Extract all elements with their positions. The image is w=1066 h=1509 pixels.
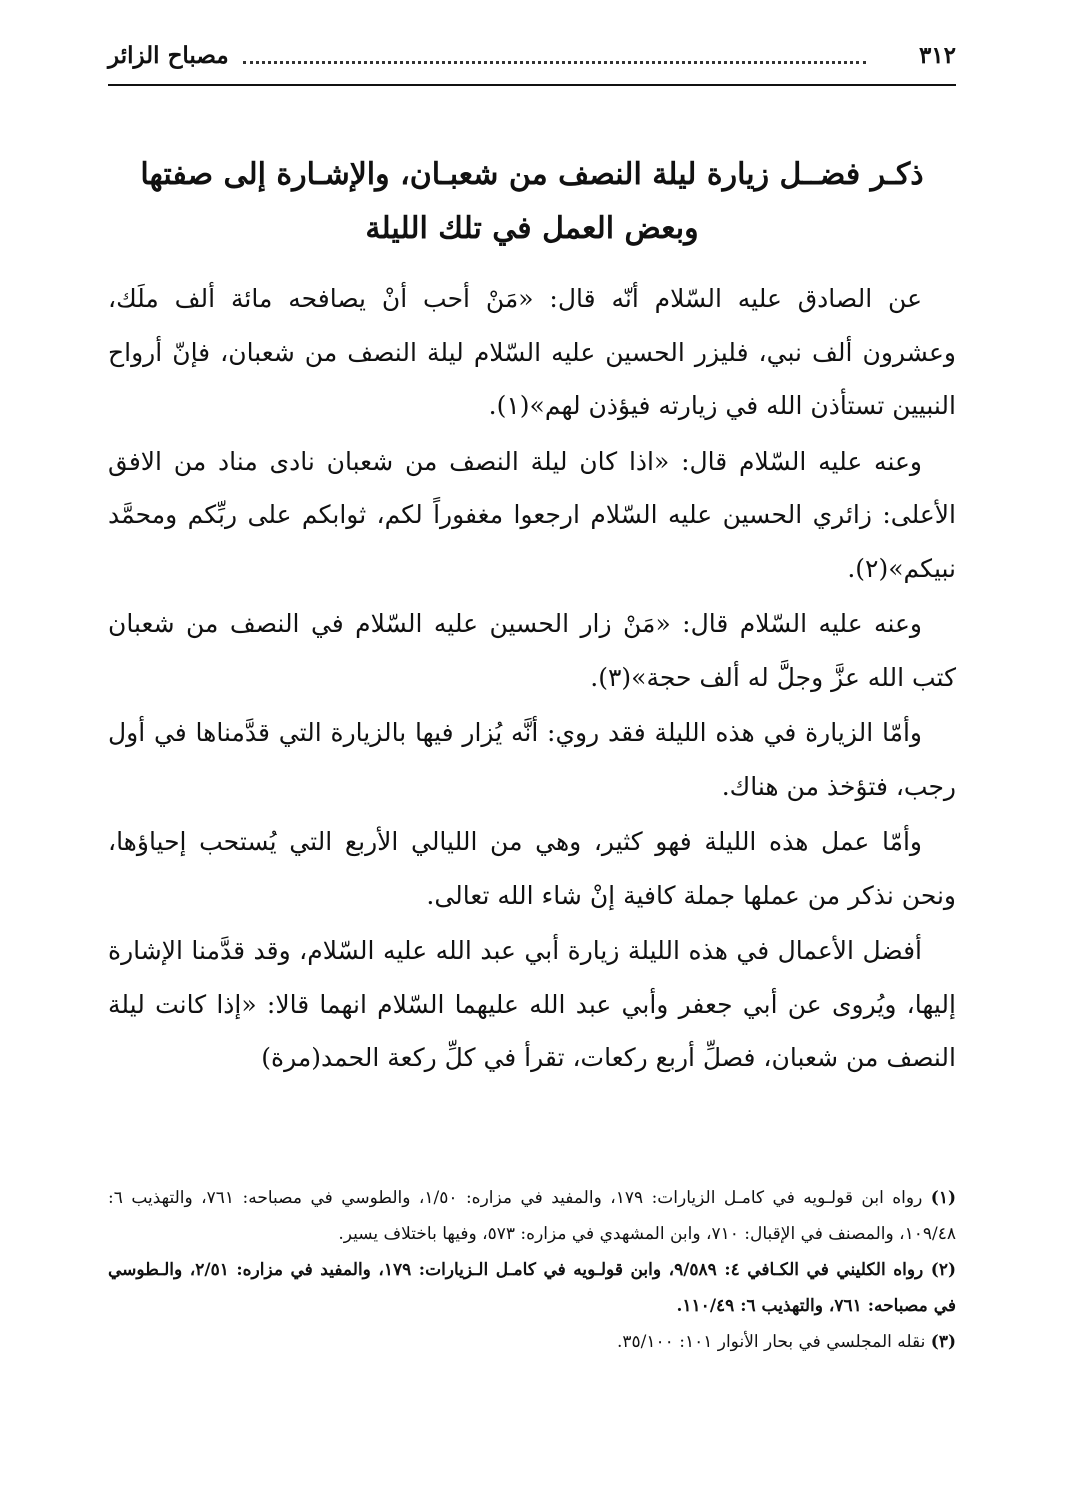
section-heading (108, 148, 956, 256)
footnote-number: (١) (930, 1188, 956, 1208)
page-number: ٣١٢ (918, 42, 956, 69)
footnote-text: نقله المجلسي في بحار الأنوار ١٠١: ٣٥/١٠٠. (617, 1332, 926, 1352)
paragraph: وعنه عليه السّلام قال: «اذا كان ليلة النصف من شعبان نادى مناد من الافق الأعلى: زائري الحسين عليه السّلام ارجعوا مغفوراً لكم، ثوابكم على ربِّكم ومحمَّد نبيكم»(٢). (108, 446, 956, 583)
body-text (108, 272, 956, 1087)
book-title: مصباح الزائر (108, 42, 229, 69)
paragraph: أفضل الأعمال في هذه الليلة زيارة أبي عبد الله عليه السّلام، وقد قدَّمنا الإشارة إليها، ويُروى عن أبي جعفر وأبي عبد الله عليهما السّلام انهما قالا: «إذا كانت ليلة النصف من شعبان، فصلِّ أربع ركعات، تقرأ في كلِّ ركعة الحمد(مرة) (108, 936, 956, 1072)
footnote-number: (٣) (930, 1332, 956, 1352)
paragraph: وأمّا الزيارة في هذه الليلة فقد روي: أنَّه يُزار فيها بالزيارة التي قدَّمناها في أول رجب، فتؤخذ من هناك. (108, 718, 956, 801)
footnote-number: (٢) (930, 1260, 956, 1280)
paragraph: وعنه عليه السّلام قال: «مَنْ زار الحسين عليه السّلام في النصف من شعبان كتب الله عزَّ وجلَّ له ألف حجة»(٣). (108, 609, 956, 692)
footnote (108, 1252, 956, 1324)
running-header (108, 40, 956, 86)
footnote-text: رواه ابن قولـويه في كامـل الزيارات: ١٧٩، والمفيد في مزاره: ١/٥٠، والطوسي في مصباحه: ٧٦١، والتهذيب ٦: ١٠٩/٤٨، والمصنف في الإقبال: ٧١٠، وابن المشهدي في مزاره: ٥٧٣، وفيها باختلاف يسير. (108, 1188, 956, 1244)
paragraph: عن الصادق عليه السّلام أنّه قال: «مَنْ أحب أنْ يصافحه مائة ألف ملَك، وعشرون ألف نبي، فليزر الحسين عليه السّلام ليلة النصف من شعبان، فإنّ أرواح النبيين تستأذن الله في زيارته فيؤذن لهم»(١). (108, 284, 956, 420)
footnote (108, 1324, 956, 1360)
leader-dots (243, 61, 866, 64)
heading-line-2: وبعض العمل في تلك الليلة (365, 211, 699, 246)
footnotes (108, 1180, 956, 1360)
footnote-text: رواه الكليني في الكـافي ٤: ٩/٥٨٩، وابن قولـويه في كامـل الـزيارات: ١٧٩، والمفيد في مزاره: ٢/٥١، والـطوسي في مصباحه: ٧٦١، والتهذيب ٦: ١١٠/٤٩. (108, 1260, 956, 1316)
paragraph: وأمّا عمل هذه الليلة فهو كثير، وهي من الليالي الأربع التي يُستحب إحياؤها، ونحن نذكر من عملها جملة كافية إنْ شاء الله تعالى. (108, 827, 956, 910)
heading-line-1: ذكـر فضــل زيارة ليلة النصف من شعبـان، والإشـارة إلى صفتها (140, 157, 924, 192)
footnote (108, 1180, 956, 1252)
